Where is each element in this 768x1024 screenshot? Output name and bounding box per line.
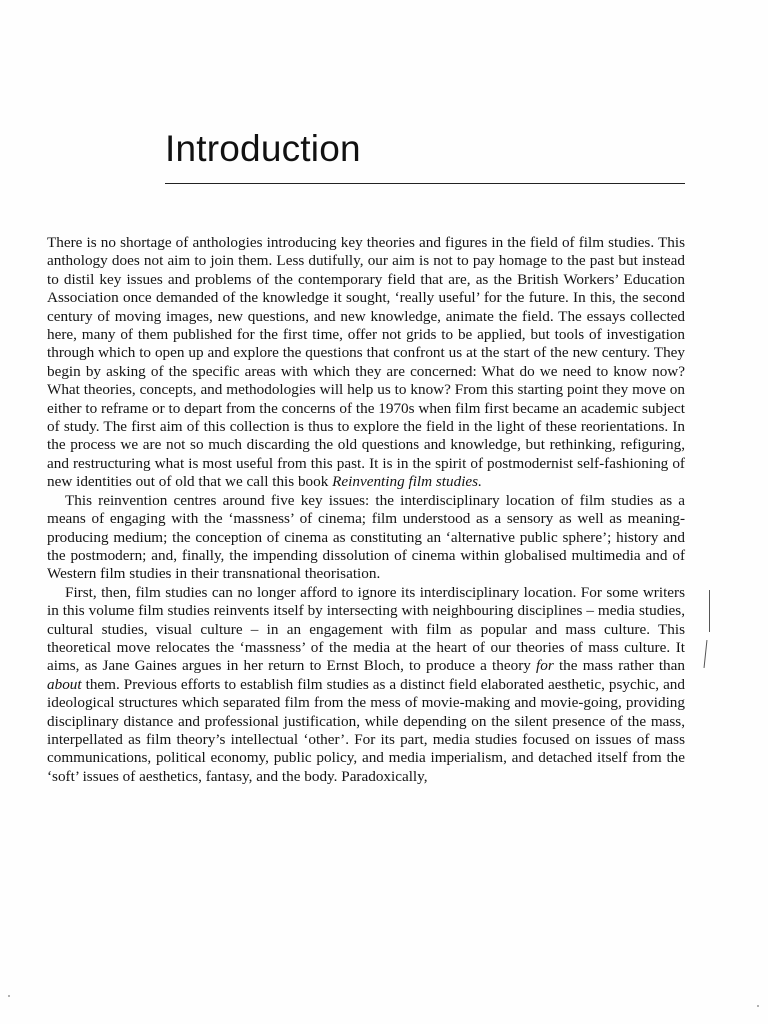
body-text: [47, 234, 685, 786]
text-run: First, then, film studies can no longer afford to ignore its interdisciplinary location. For some writers in this volume film studies reinvents itself by intersecting with neighbouring disciplines – media studies, cultural studies, visual culture – in an engagement with film as popular and mass culture. This theoretical move relocates the ‘massness’ of the media at the heart of our theories of mass culture. It aims, as Jane Gaines argues in her return to Ernst Bloch, to produce a theory: [47, 583, 685, 675]
title-underline: [165, 183, 685, 184]
italic-text: Reinventing film studies.: [332, 473, 482, 491]
italic-text: for: [536, 657, 554, 675]
text-run: This reinvention centres around five key issues: the interdisciplinary location of film studies as a means of engaging with the ‘massness’ of cinema; film understood as a sensory as well as meaning-producing medium; the conception of cinema as constituting an ‘alternative public sphere’; history and the postmodern; and, finally, the impending dissolution of cinema within globalised multimedia and of Western film studies in their transnational theorisation.: [47, 491, 685, 583]
scan-speck: [8, 995, 10, 997]
text-run: There is no shortage of anthologies introducing key theories and figures in the field of film studies. This anthology does not aim to join them. Less dutifully, our aim is not to pay homage to the past but instead to distil key issues and problems of the contemporary field that are, as the British Workers’ Education Association once demanded of the knowledge it sought, ‘really useful’ for the future. In this, the second century of moving images, new questions, and new knowledge, animate the field. The essays collected here, many of them published for the first time, offer not grids to be applied, but tools of investigation through which to open up and explore the questions that confront us at the start of the new century. They begin by asking of the specific areas with which they are concerned: What do we need to know now? What theories, concepts, and methodologies will help us to know? From this starting point they move on either to reframe or to depart from the concerns of the 1970s when film first became an academic subject of study. The first aim of this collection is thus to explore the field in the light of these reorientations. In the process we are not so much discarding the old questions and knowledge, but rethinking, refiguring, and restructuring what is most useful from this past. It is in the spirit of postmodernist self-fashioning of new identities out of old that we call this book: [47, 234, 685, 491]
chapter-title: Introduction: [165, 128, 361, 169]
margin-pencil-mark: [709, 590, 710, 632]
margin-pencil-mark: [704, 640, 708, 668]
text-run: the mass rather than: [553, 657, 685, 675]
paragraph: [47, 234, 685, 492]
scan-speck: [757, 1005, 759, 1007]
paragraph: [47, 584, 685, 786]
text-run: them. Previous efforts to establish film studies as a distinct field elaborated aesthetic, psychic, and ideological structures which separated film from the mess of movie-making and movie-going, providing disciplinary distance and professional justification, while depending on the silent presence of the mass, interpellated as film theory’s intellectual ‘other’. For its part, media studies focused on issues of mass communications, political economy, public policy, and media imperialism, and detached itself from the ‘soft’ issues of aesthetics, fantasy, and the body. Paradoxically,: [47, 675, 685, 785]
paragraph: [47, 492, 685, 584]
italic-text: about: [47, 675, 82, 693]
